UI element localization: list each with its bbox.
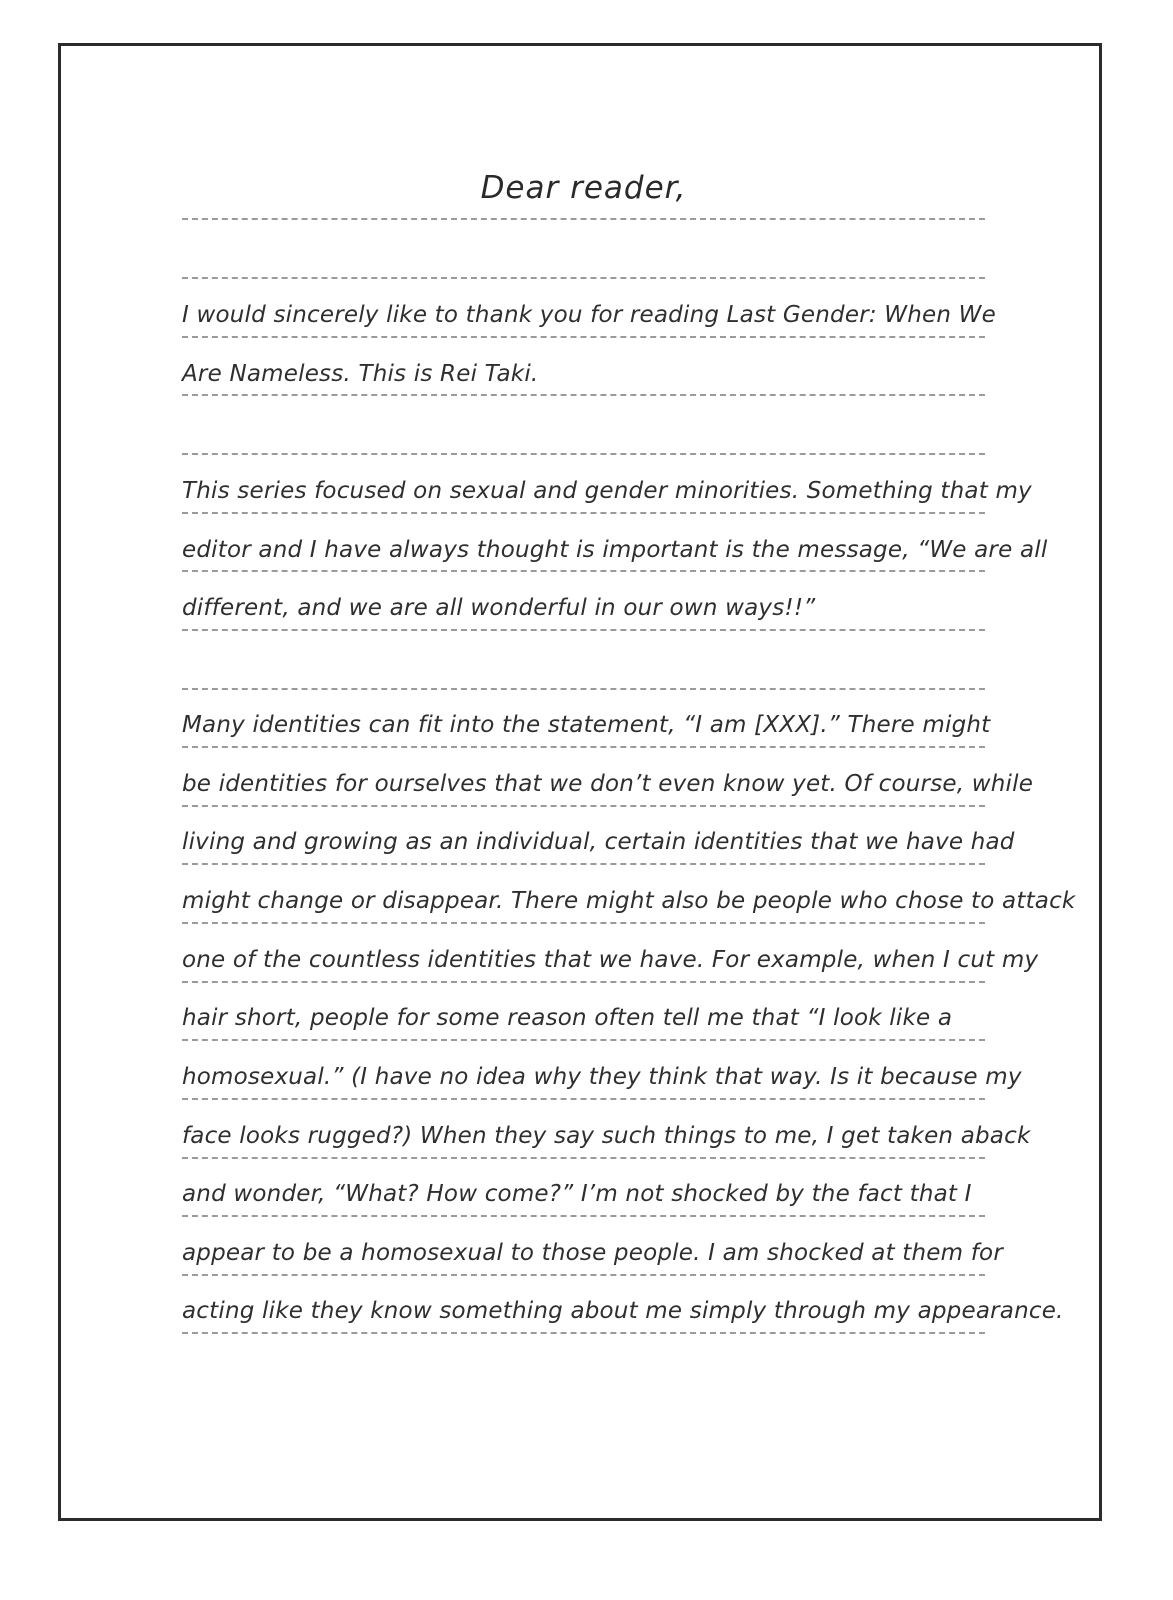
ruled-line	[182, 922, 985, 924]
text-line: living and growing as an individual, certain identities that we have had	[182, 829, 1015, 855]
ruled-line	[182, 277, 985, 279]
text-line: appear to be a homosexual to those people. I am shocked at them for	[182, 1240, 1003, 1266]
text-line: one of the countless identities that we have. For example, when I cut my	[182, 947, 1039, 973]
ruled-line	[182, 863, 985, 865]
book-title: Are Nameless	[182, 361, 344, 387]
ruled-line	[182, 1274, 985, 1276]
ruled-line	[182, 1157, 985, 1159]
text-line: face looks rugged?) When they say such things to me, I get taken aback	[182, 1123, 1031, 1149]
ruled-line	[182, 805, 985, 807]
ruled-line	[182, 453, 985, 455]
ruled-line	[182, 218, 985, 220]
text-line: Are Nameless. This is Rei Taki.	[182, 361, 539, 387]
ruled-line	[182, 394, 985, 396]
text-line: Many identities can fit into the statement, “I am [XXX].” There might	[182, 712, 991, 738]
text-line: and wonder, “What? How come?” I’m not shocked by the fact that I	[182, 1181, 972, 1207]
ruled-line	[182, 981, 985, 983]
ruled-line	[182, 1039, 985, 1041]
salutation: Dear reader,	[480, 170, 687, 206]
ruled-line	[182, 746, 985, 748]
text-line: acting like they know something about me simply through my appearance.	[182, 1298, 1064, 1324]
ruled-line	[182, 1215, 985, 1217]
ruled-line	[182, 629, 985, 631]
ruled-line	[182, 688, 985, 690]
text-line: editor and I have always thought is important is the message, “We are all	[182, 537, 1048, 563]
text-line: homosexual.” (I have no idea why they think that way. Is it because my	[182, 1064, 1022, 1090]
ruled-line	[182, 570, 985, 572]
ruled-line	[182, 512, 985, 514]
text-line: might change or disappear. There might also be people who chose to attack	[182, 888, 1076, 914]
text-line: This series focused on sexual and gender minorities. Something that my	[182, 478, 1032, 504]
ruled-line	[182, 336, 985, 338]
ruled-line	[182, 1098, 985, 1100]
text-line: be identities for ourselves that we don’t even know yet. Of course, while	[182, 771, 1034, 797]
text-line: hair short, people for some reason often tell me that “I look like a	[182, 1005, 953, 1031]
text-line: different, and we are all wonderful in our own ways!!”	[182, 595, 816, 621]
text-line: I would sincerely like to thank you for reading Last Gender: When We	[182, 302, 996, 328]
book-title: Last Gender: When We	[726, 302, 996, 328]
ruled-line	[182, 1332, 985, 1334]
